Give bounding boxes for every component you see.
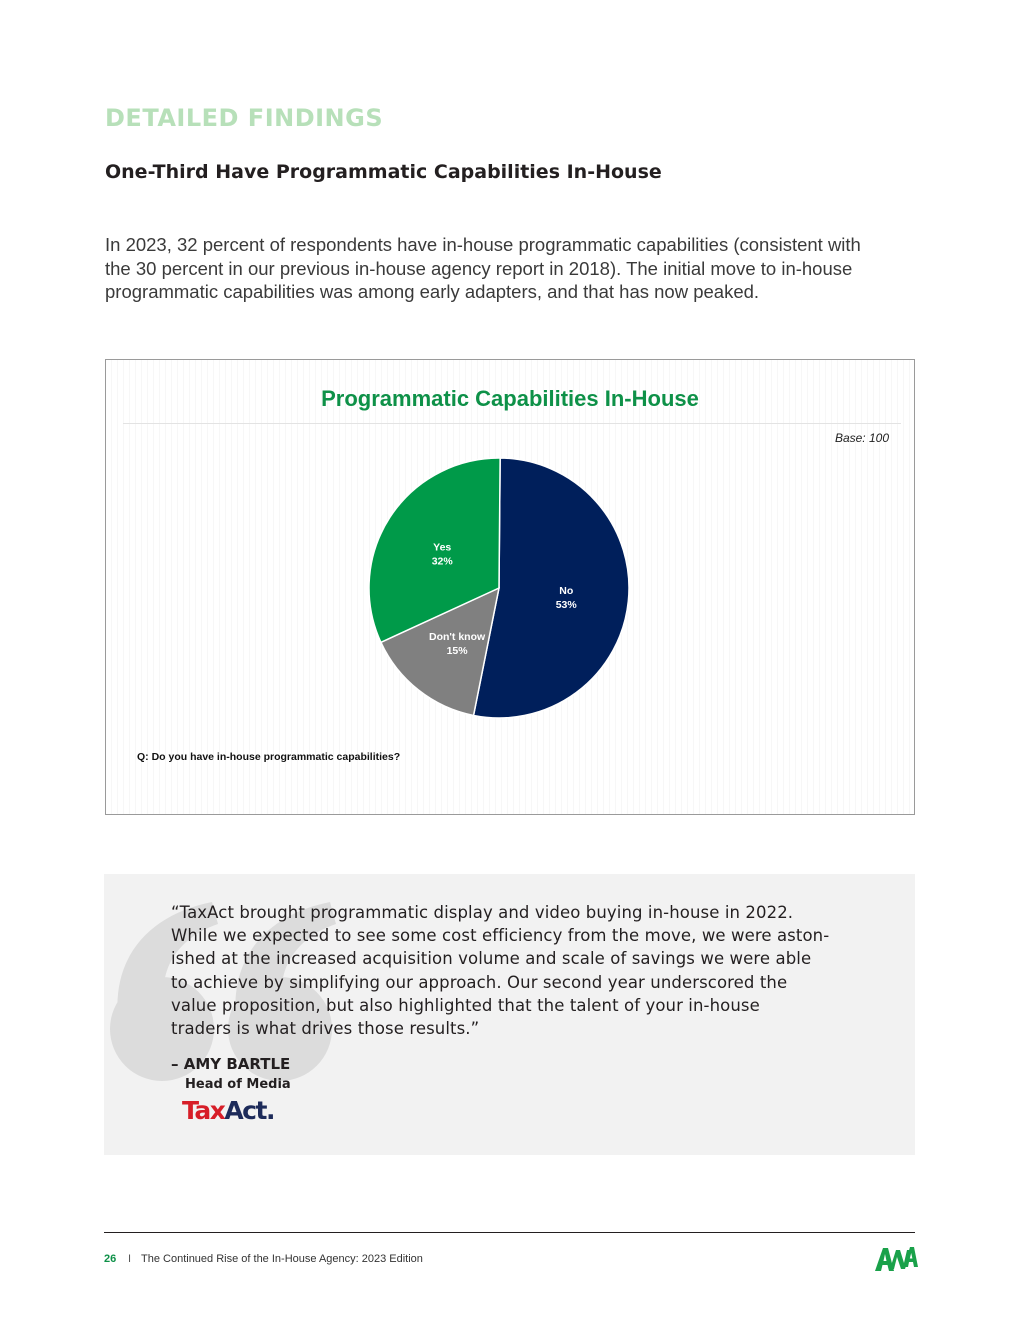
quote-author-role: Head of Media xyxy=(185,1077,291,1092)
quote-line: to achieve by simplifying our approach. Our second year underscored the xyxy=(171,972,788,992)
pie-label: Don't know xyxy=(429,631,486,644)
page-subtitle: One-Third Have Programmatic Capabilities In-House xyxy=(105,161,662,183)
quote-text xyxy=(171,901,871,1040)
chart-panel xyxy=(105,359,915,815)
quote-line: While we expected to see some cost efficiency from the move, we were aston- xyxy=(171,926,830,946)
chart-question: Q: Do you have in-house programmatic capabilities? xyxy=(137,751,401,763)
ana-logo-icon xyxy=(874,1245,918,1273)
quote-author: – AMY BARTLE xyxy=(171,1055,291,1073)
footer-separator: I xyxy=(128,1253,132,1265)
quote-line: value proposition, but also highlighted that the talent of your in-house xyxy=(171,995,760,1015)
footer-divider xyxy=(104,1232,915,1233)
taxact-logo xyxy=(182,1096,274,1126)
intro-line: In 2023, 32 percent of respondents have in-house programmatic capabilities (consistent with xyxy=(105,234,861,255)
taxact-logo-dot: . xyxy=(265,1096,274,1125)
quote-line: ished at the increased acquisition volume and scale of savings we were able xyxy=(171,949,812,969)
chart-title: Programmatic Capabilities In-House xyxy=(321,386,699,411)
pie-label: No xyxy=(559,584,574,597)
pie-label: Yes xyxy=(433,541,452,554)
footer-title: The Continued Rise of the In-House Agency: 2023 Edition xyxy=(141,1253,423,1265)
pie-value-label: 15% xyxy=(446,645,468,658)
pie-value-label: 53% xyxy=(555,598,577,611)
section-heading: DETAILED FINDINGS xyxy=(105,104,384,132)
chart-base-note: Base: 100 xyxy=(834,431,889,445)
intro-line: the 30 percent in our previous in-house agency report in 2018). The initial move to in-house xyxy=(105,257,853,279)
pie-value-label: 32% xyxy=(431,555,453,568)
pie-chart xyxy=(106,360,914,814)
quote-callout xyxy=(104,874,915,1155)
quote-line: “TaxAct brought programmatic display and video buying in-house in 2022. xyxy=(171,903,794,922)
quote-line: traders is what drives those results.” xyxy=(171,1019,480,1039)
page-number: 26 xyxy=(104,1253,117,1265)
intro-paragraph xyxy=(105,233,905,304)
taxact-logo-act: Act xyxy=(224,1096,266,1125)
intro-line: programmatic capabilities was among early adapters, and that has now peaked. xyxy=(105,281,760,302)
taxact-logo-tax: Tax xyxy=(182,1096,225,1125)
